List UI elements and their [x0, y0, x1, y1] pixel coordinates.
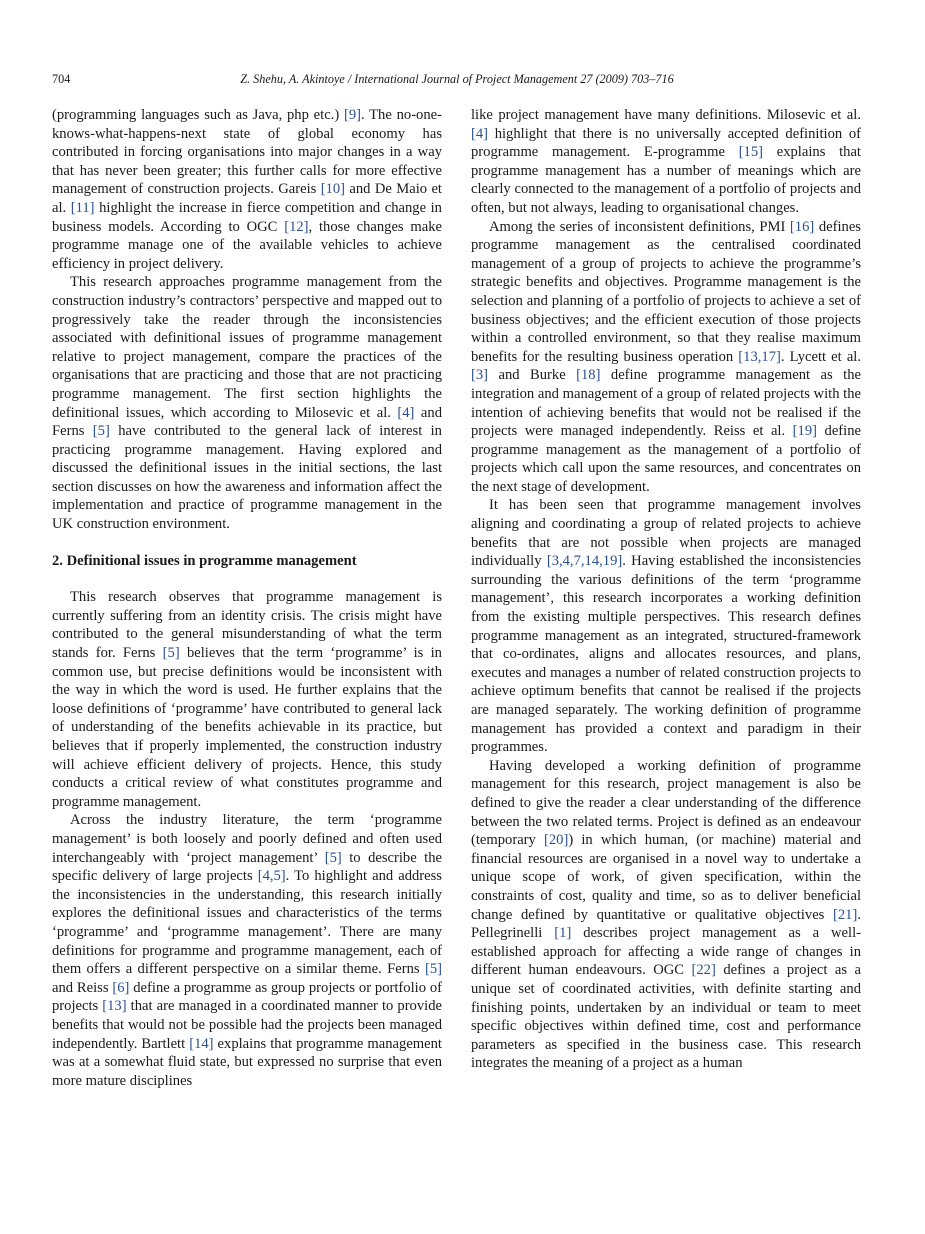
citation-link[interactable]: [22] [691, 962, 716, 979]
citation-link[interactable]: [3,4,7,14,19] [546, 553, 623, 570]
citation-link[interactable]: [19] [792, 423, 817, 440]
citation-link[interactable]: [5] [324, 849, 342, 866]
citation-link[interactable]: [9] [343, 107, 361, 123]
page-number: 704 [52, 72, 71, 86]
citation-link[interactable]: [20] [544, 832, 569, 849]
paragraph: This research approaches programme management from the construction industry’s contractors’ perspective and mapped out to progressively take the reader through the inconsistencies associated with definitional issues of programme management relative to project management, compare the practices of the organisations that are practicing and those that are not practicing programme management. The first section highlights the definitional issues, which according to Milosevic et al. [4] and Ferns [5] have contributed to the general lack of interest in practicing programme management. Having explored and discussed the definitional issues in the initial sections, the last section discusses on how the awareness and information affect the implementation and practice of programme management in the UK construction environment. [52, 274, 442, 533]
citation-link[interactable]: [4,5] [257, 868, 286, 885]
running-header [52, 72, 862, 92]
citation-link[interactable]: [18] [576, 367, 601, 384]
paragraph: It has been seen that programme management involves aligning and coordinating a group of related projects to achieve benefits that are not possible when projects are managed individually [3,4,7,14,19]. Having established the inconsistencies surrounding the various definitions of the term ‘programme management’, this research incorporates a working definition from the existing multiple perspectives. This research defines programme management as an integrated, structured-framework that co-ordinates, aligns and allocates resources, and plans, executes and manages a number of related construction projects to achieve optimum benefits that cannot be realised if the projects are managed separately. The working definition of programme management has provided a context and paradigm in their programmes. [471, 497, 862, 756]
citation-link[interactable]: [13,17] [738, 348, 781, 365]
citation-link[interactable]: [6] [112, 979, 130, 996]
citation-link[interactable]: [5] [162, 645, 180, 662]
paragraph: (programming languages such as Java, php etc.) [9]. The no-one-knows-what-happens-next state of global economy has contributed in forcing organisations into major changes in a way that has never been greater; this further calls for more effective management of construction projects. Gareis [10] and De Maio et al. [11] highlight the increase in fierce competition and change in business models. According to OGC [12], those changes make programme manage one of the available vehicles to achieve efficiency in project delivery. [52, 107, 442, 272]
section-heading: 2. Definitional issues in programme management [52, 552, 357, 569]
citation-link[interactable]: [5] [92, 423, 110, 440]
citation-link[interactable]: [12] [284, 218, 309, 235]
right-column [471, 106, 861, 1073]
citation-link[interactable]: [10] [320, 181, 346, 198]
citation-link[interactable]: [16] [789, 218, 815, 235]
citation-link[interactable]: [15] [738, 144, 764, 161]
paragraph: Having developed a working definition of programme management for this research, project management is also be defined to give the reader a clear understanding of the difference between the two related terms. Project is defined as an endeavour (temporary [20]) in which human, (or machine) material and financial resources are organised in a novel way to undertake a unique scope of work, of given specification, within the constraints of cost, quality and time, so as to deliver beneficial change defined by quantitative or qualitative objectives [21]. Pellegrinelli [1] describes project management as a well-established approach for affecting a wide range of changes in different human endeavours. OGC [22] defines a project as a unique set of coordinated activities, with definite starting and finishing points, undertaken by an individual or team to meet specific objectives within defined time, cost and performance parameters as specified in the business case. This research integrates the meaning of a project as a human [471, 757, 861, 1072]
paragraph: Among the series of inconsistent definitions, PMI [16] defines programme management as the centralised coordinated management of a group of projects to achieve the programme’s strategic benefits and objectives. Programme management is the selection and planning of a portfolio of projects to achieve a set of business objectives; and the efficient execution of those projects within a controlled environment, so that they realise maximum benefits for the resulting business operation [13,17]. Lycett et al. [3] and Burke [18] define programme management as the integration and management of a group of related projects with the intention of achieving benefits that would not be realised if the projects were managed independently. Reiss et al. [19] define programme management as the management of a portfolio of projects which call upon the same resources, and concentrates on the next stage of development. [471, 218, 861, 495]
citation-link[interactable]: [11] [70, 199, 95, 216]
citation-link[interactable]: [13] [102, 998, 127, 1015]
paragraph: This research observes that programme management is currently suffering from an identity crisis. The crisis might have contributed to the general misunderstanding of what the term stands for. Ferns [5] believes that the term ‘programme’ is in common use, but precise definitions would be inconsistent with the way in which the word is used. He further explains that the loose definitions of ‘programme’ have contributed to general lack of understanding of the benefits achievable in its practice, but believes that if properly implemented, the construction industry will achieve efficient delivery of projects. Hence, this study conducts a critical review of what constitutes programme and programme management. [52, 589, 442, 810]
left-column [52, 106, 442, 1090]
citation-link[interactable]: [1] [554, 925, 572, 942]
citation-link[interactable]: [3] [471, 367, 489, 384]
journal-reference: Z. Shehu, A. Akintoye / International Journal of Project Management 27 (2009) 703–716 [240, 72, 674, 86]
paragraph: Across the industry literature, the term ‘programme management’ is both loosely and poorly defined and often used interchangeably with ‘project management’ [5] to describe the specific delivery of large projects [4,5]. To highlight and address the inconsistencies in the understanding, this research initially explores the definitional issues and characteristics of the terms ‘programme’ and ‘programme management’. There are many definitions for programme and programme management, each of them offers a different perspective on a similar theme. Ferns [5] and Reiss [6] define a programme as group projects or portfolio of projects [13] that are managed in a coordinated manner to provide benefits that would not be possible had the projects been managed independently. Bartlett [14] explains that programme management was at a somewhat fluid state, but expressed no surprise that even more mature disciplines [52, 812, 442, 1089]
citation-link[interactable]: [4] [471, 125, 489, 142]
paragraph: like project management have many definitions. Milosevic et al. [4] highlight that there is no universally accepted definition of programme management. E-programme [15] explains that programme management has a number of meanings which are clearly connected to the management of a portfolio of projects and often, but not always, leading to organisational changes. [471, 107, 861, 216]
citation-link[interactable]: [5] [424, 961, 442, 978]
citation-link[interactable]: [14] [189, 1035, 214, 1052]
citation-link[interactable]: [21] [833, 906, 858, 923]
citation-link[interactable]: [4] [397, 404, 415, 421]
